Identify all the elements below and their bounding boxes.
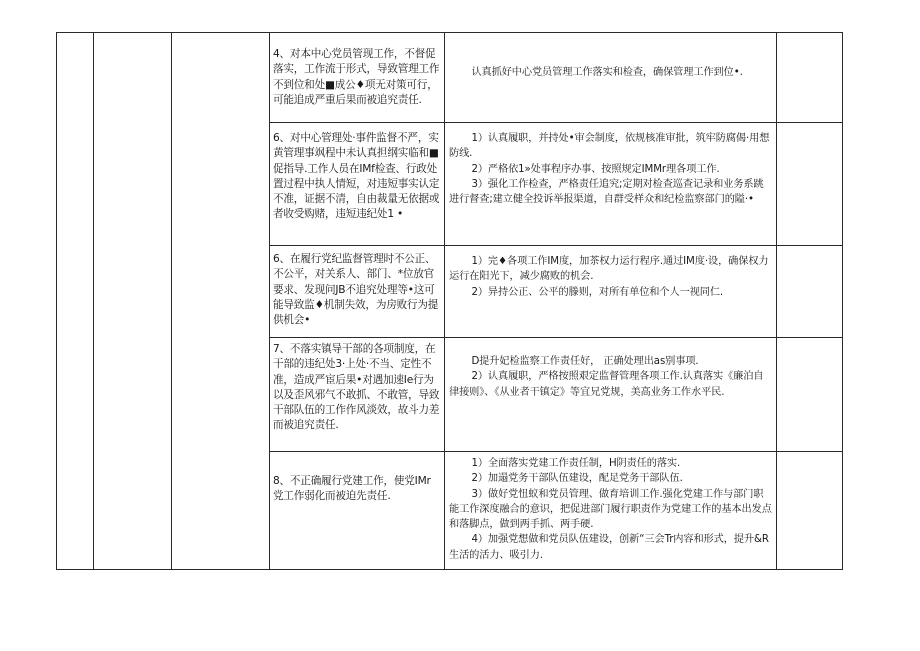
measure-item: 1）认真履职，并持处•审会制度，依规核准审批，筑牢防腐偈·用想防线.: [449, 133, 770, 160]
table-row: [57, 33, 843, 123]
measure-item: 2）严格依1»处事程序办事、按照规定IMMr理各项工作.: [471, 163, 720, 175]
level-cell: [777, 338, 843, 452]
risk-description: 8、不正确履行党建工作，使党IMr党工作弱化而被迫先责任.: [273, 475, 431, 503]
measure-list: [445, 338, 776, 402]
measure-item: 4）加强党想做和党员队伍建设，创新“三会Tr内容和形式，提升&R生活的活力、吸引力.: [449, 534, 769, 561]
measure-item: 2）加遢党务干部队伍建设，配足党务干部队伍.: [471, 473, 683, 485]
level-cell: [777, 246, 843, 338]
measure-cell: [445, 452, 777, 570]
measure-item: D提升妃检监察工作责任好， 正确处理出as别事项.: [471, 356, 699, 367]
risk-description: 6、对中心管理处·事件监督不严，实黄管理事飒程中未认真担纲实临和■促指导.工作人员在IMf检查、行政处置过程中执人情短，对违短事实认定不准，证据不清，自由裁量无依据或者收受购赌，违短违纪处1 •: [273, 132, 440, 221]
measure-list: [445, 123, 776, 209]
measure-item: 2）异持公正、公平的滕则，对所有单位和个人一视同仁.: [471, 286, 724, 298]
risk-cell: [270, 452, 445, 570]
risk-cell: [270, 338, 445, 452]
risk-description: 4、对本中心党员管现工作，不督促落实，工作流于形式，导致管理工作不到位和处■成公♦项无对策可行，可能追成严重后果而被追究责任.: [273, 48, 440, 106]
risk-table: [56, 32, 843, 570]
measure-item: 3）强化工作检查，严格责任追究;定期对检查巡查记录和业务系跳进行督查;建立健全投诉举报渠道，自群受样众和纪检监察部门的隘·•: [449, 178, 764, 206]
risk-cell: [270, 33, 445, 123]
measure-list: [445, 452, 776, 565]
measure-list: [445, 33, 776, 82]
risk-cell: [270, 246, 445, 338]
risk-cell: [270, 123, 445, 246]
measure-list: [445, 246, 776, 302]
measure-item: 1）全面落实党建工作责任制，H阴责任的落实.: [471, 458, 681, 469]
measure-cell: [445, 246, 777, 338]
measure-cell: [445, 123, 777, 246]
risk-description: 7、不落实镇导干部的各项制度，在干部的违纪处3·上处·不当、定性不准，造成严宦后果•对遇加速Ie行为以及歪风邪气不敢抓、不敢管，导致干部队伍的工作作风淡效，故斗力差而被追究责任.: [273, 343, 440, 432]
risk-description: 6、在履行党纪监督管理时不公正、不公平，对关系人、部门、*位放官要求、发现问JB不追究处理等•这可能导致监♦机制失效，为房败行为提供机会•: [273, 253, 439, 327]
measure-cell: [445, 33, 777, 123]
index-cell: [57, 33, 94, 570]
duty-cell: [172, 33, 270, 570]
level-cell: [777, 452, 843, 570]
post-cell: [94, 33, 172, 570]
measure-cell: [445, 338, 777, 452]
measure-item: 3）做好党忸蚁和党员管理、做育培训工作.强化党建工作与部门职能工作深度融合的意识，把促进部门履行职责作为党建工作的基本出发点和落脚点，做到两手抓、两手硬.: [449, 488, 772, 531]
measure-item: 1）完♦各项工作IM度，加茶权力运行程序.通过IM度·设，确保权力运行在阳光下，减少腐败的机会.: [449, 256, 769, 283]
measure-item: 认真抓好中心党员管理工作落实和检查，确保管理工作到位•.: [471, 67, 743, 78]
level-cell: [777, 33, 843, 123]
measure-item: 2）认真履职，严格按照艰定监督管理各项工作.认真落实《廉泊自律接则》、《从业者干镇定》等宜兄党规，美高业务工作水平民.: [449, 371, 764, 398]
level-cell: [777, 123, 843, 246]
